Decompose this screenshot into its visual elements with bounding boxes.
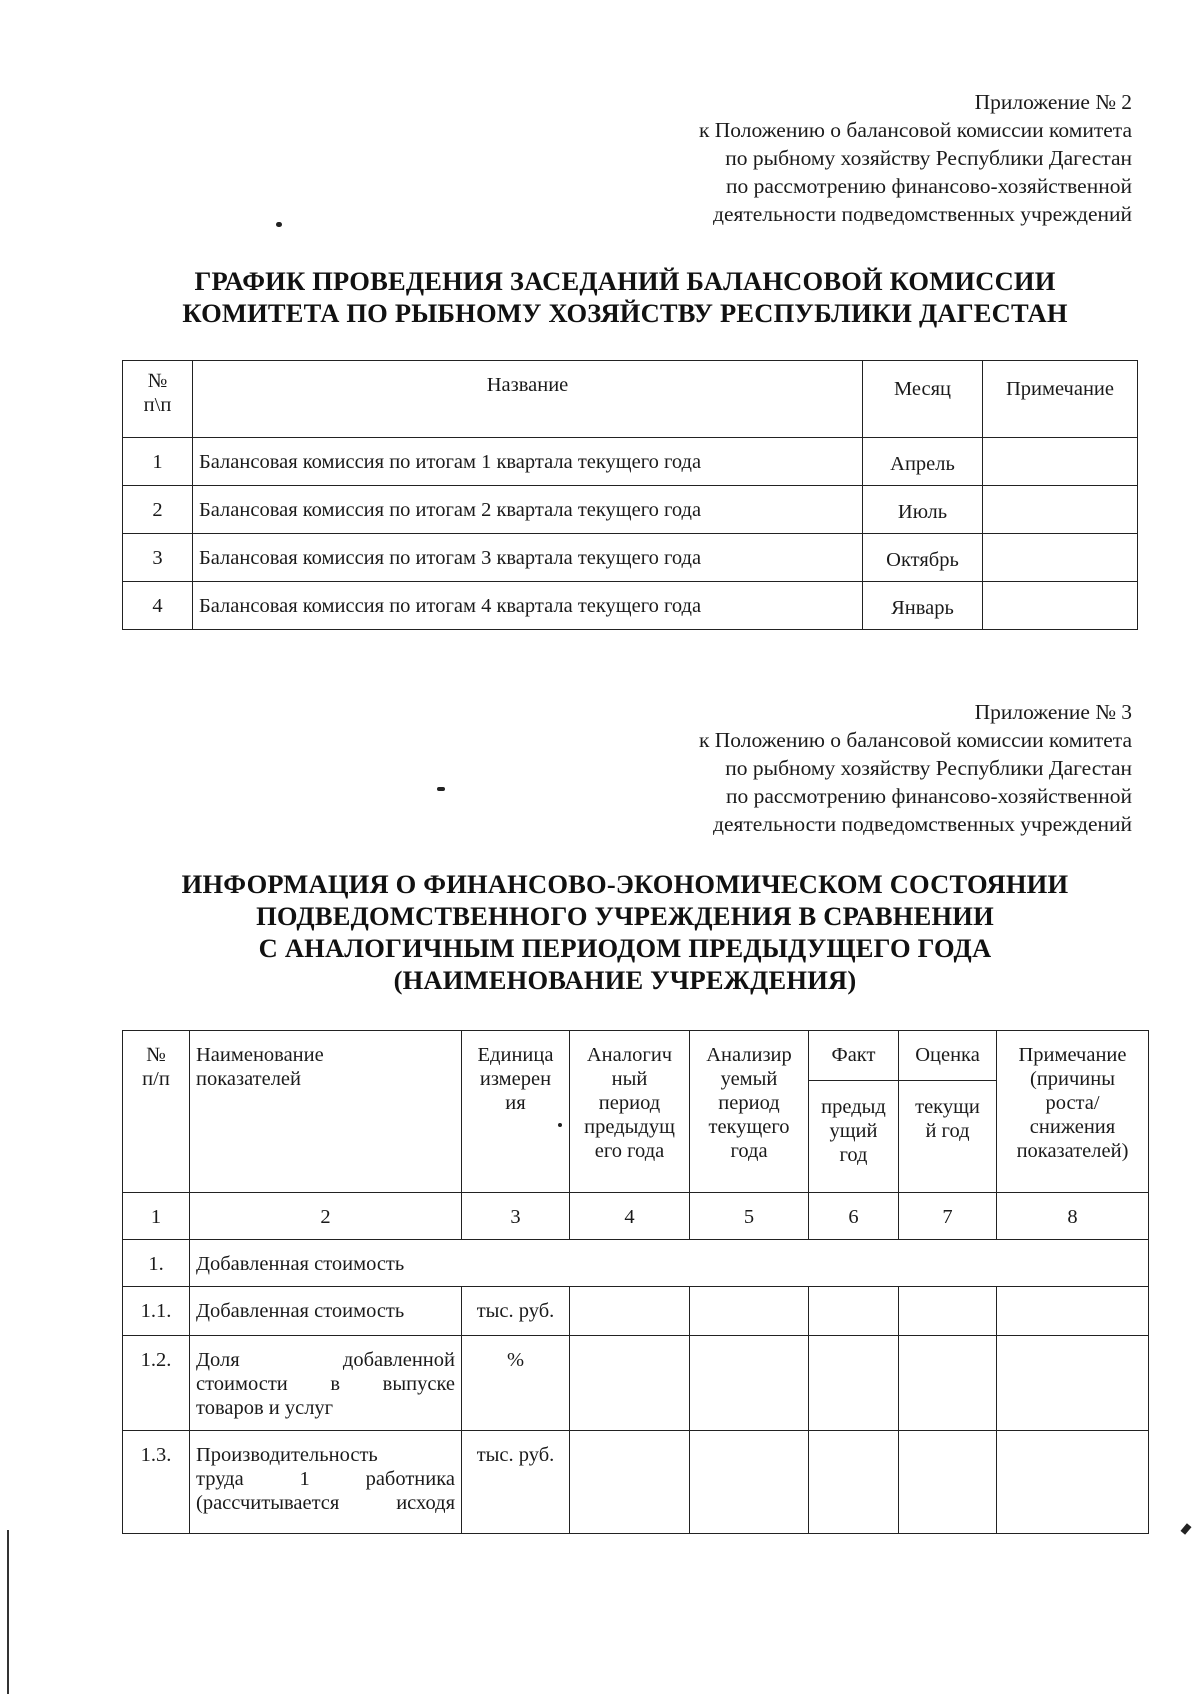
annex-3-line: к Положению о балансовой комиссии комитета	[698, 728, 1132, 752]
indicator-unit: %	[462, 1336, 570, 1431]
schedule-row	[123, 486, 1138, 534]
annex-2-header	[699, 88, 1132, 228]
indicator-note-value	[997, 1336, 1149, 1431]
title-info-line: (НАИМЕНОВАНИЕ УЧРЕЖДЕНИЯ)	[393, 965, 857, 995]
col-number: 3	[462, 1193, 570, 1240]
row-note	[983, 438, 1138, 486]
indicator-name-line: Добавленная стоимость	[196, 1300, 405, 1322]
header-note: Примечание	[983, 361, 1138, 438]
row-note	[983, 486, 1138, 534]
row-month: Апрель	[863, 438, 983, 486]
indicator-note-value	[997, 1431, 1149, 1534]
schedule-table	[122, 360, 1138, 630]
section-row	[123, 1240, 1149, 1287]
th-name-line: показателей	[196, 1068, 301, 1090]
schedule-row	[123, 582, 1138, 630]
th-unit-line: Единица	[477, 1044, 554, 1066]
scan-edge-line	[7, 1530, 9, 1694]
annex-3-line: по рыбному хозяйству Республики Дагестан	[725, 756, 1132, 780]
annex-3-number: Приложение № 3	[974, 700, 1132, 724]
th-fact-sub-line: год	[839, 1144, 868, 1166]
th-name	[190, 1031, 462, 1193]
th-note-line: Примечание	[1018, 1044, 1127, 1066]
indicator-name	[190, 1431, 462, 1534]
finance-header-row	[123, 1031, 1149, 1081]
title-schedule-line: КОМИТЕТА ПО РЫБНОМУ ХОЗЯЙСТВУ РЕСПУБЛИКИ ДАГЕСТАН	[182, 298, 1068, 328]
row-num: 4	[123, 582, 193, 630]
th-fact-prev-year	[809, 1081, 899, 1193]
th-fact-sub-line: предыд	[821, 1096, 886, 1118]
indicator-cur-value	[690, 1431, 809, 1534]
th-unit-line: ия	[505, 1092, 526, 1114]
indicator-name-line: труда 1 работника	[196, 1468, 455, 1490]
indicator-prev-value	[570, 1336, 690, 1431]
indicator-prev-value	[570, 1431, 690, 1534]
col-number: 1	[123, 1193, 190, 1240]
indicator-num: 1.2.	[123, 1336, 190, 1431]
annex-2-number: Приложение № 2	[974, 90, 1132, 114]
th-note-line: (причины	[1029, 1068, 1116, 1090]
indicator-name-line: (рассчитывается исходя	[196, 1492, 455, 1514]
th-num	[123, 1031, 190, 1193]
annex-2-line: к Положению о балансовой комиссии комитета	[698, 118, 1132, 142]
title-schedule-line: ГРАФИК ПРОВЕДЕНИЯ ЗАСЕДАНИЙ БАЛАНСОВОЙ КОМИССИИ	[194, 266, 1056, 296]
th-estimate-cur-year	[899, 1081, 997, 1193]
indicator-unit: тыс. руб.	[462, 1431, 570, 1534]
th-estimate-sub-line: й год	[925, 1120, 970, 1142]
col-number: 6	[809, 1193, 899, 1240]
th-num-line: №	[146, 1044, 166, 1066]
col-number: 5	[690, 1193, 809, 1240]
row-num: 1	[123, 438, 193, 486]
th-cur-period	[690, 1031, 809, 1193]
indicator-name-line: Производительность	[196, 1444, 378, 1466]
th-prev-line: ный	[611, 1068, 648, 1090]
row-name: Балансовая комиссия по итогам 2 квартала текущего года	[193, 486, 863, 534]
th-prev-line: предыдущ	[584, 1116, 675, 1138]
annex-3-line: по рассмотрению финансово-хозяйственной	[725, 784, 1132, 808]
col-number: 7	[899, 1193, 997, 1240]
row-month: Июль	[863, 486, 983, 534]
indicator-row	[123, 1431, 1149, 1534]
indicator-name-line: Доля добавленной	[196, 1349, 455, 1371]
column-number-row	[123, 1193, 1149, 1240]
section-num: 1.	[123, 1240, 190, 1287]
indicator-num: 1.1.	[123, 1287, 190, 1336]
row-name: Балансовая комиссия по итогам 3 квартала текущего года	[193, 534, 863, 582]
th-note-line: показателей)	[1016, 1140, 1129, 1162]
indicator-note-value	[997, 1287, 1149, 1336]
th-cur-line: года	[730, 1140, 768, 1162]
row-num: 2	[123, 486, 193, 534]
th-num-line: п/п	[142, 1068, 170, 1090]
indicator-name-line: товаров и услуг	[196, 1397, 334, 1419]
indicator-fact-value	[809, 1336, 899, 1431]
row-name: Балансовая комиссия по итогам 1 квартала текущего года	[193, 438, 863, 486]
th-prev-period	[570, 1031, 690, 1193]
indicator-num: 1.3.	[123, 1431, 190, 1534]
title-info	[0, 868, 1200, 996]
th-prev-line: его года	[594, 1140, 665, 1162]
col-number: 4	[570, 1193, 690, 1240]
indicator-name-line: стоимости в выпуске	[196, 1373, 455, 1395]
th-prev-line: Аналогич	[586, 1044, 673, 1066]
header-name: Название	[193, 361, 863, 438]
indicator-row	[123, 1287, 1149, 1336]
header-num	[123, 361, 193, 438]
indicator-cur-value	[690, 1336, 809, 1431]
scan-speck	[437, 787, 445, 791]
scan-speck	[558, 1123, 562, 1127]
th-estimate-sub-line: текущи	[915, 1096, 980, 1118]
th-fact-sub-line: ущий	[829, 1120, 878, 1142]
annex-2-line: деятельности подведомственных учреждений	[713, 202, 1132, 226]
title-info-line: ИНФОРМАЦИЯ О ФИНАНСОВО-ЭКОНОМИЧЕСКОМ СОСТОЯНИИ	[181, 869, 1069, 899]
th-note	[997, 1031, 1149, 1193]
row-note	[983, 534, 1138, 582]
header-num-line: п\п	[143, 394, 172, 416]
th-fact: Факт	[809, 1031, 899, 1081]
th-cur-line: текущего	[708, 1116, 790, 1138]
indicator-estimate-value	[899, 1287, 997, 1336]
th-note-line: роста/	[1045, 1092, 1100, 1114]
row-month: Октябрь	[863, 534, 983, 582]
indicator-cur-value	[690, 1287, 809, 1336]
annex-2-line: по рыбному хозяйству Республики Дагестан	[725, 146, 1132, 170]
th-cur-line: Анализир	[706, 1044, 792, 1066]
th-unit	[462, 1031, 570, 1193]
indicator-estimate-value	[899, 1336, 997, 1431]
title-info-line: ПОДВЕДОМСТВЕННОГО УЧРЕЖДЕНИЯ В СРАВНЕНИИ	[256, 901, 994, 931]
annex-3-header	[699, 698, 1132, 838]
annex-2-line: по рассмотрению финансово-хозяйственной	[725, 174, 1132, 198]
th-unit-line: измерен	[479, 1068, 552, 1090]
th-cur-line: уемый	[720, 1068, 778, 1090]
schedule-row	[123, 438, 1138, 486]
row-name: Балансовая комиссия по итогам 4 квартала текущего года	[193, 582, 863, 630]
indicator-estimate-value	[899, 1431, 997, 1534]
th-name-line: Наименование	[196, 1044, 324, 1066]
indicator-prev-value	[570, 1287, 690, 1336]
col-number: 8	[997, 1193, 1149, 1240]
col-number: 2	[190, 1193, 462, 1240]
indicator-row	[123, 1336, 1149, 1431]
title-info-line: С АНАЛОГИЧНЫМ ПЕРИОДОМ ПРЕДЫДУЩЕГО ГОДА	[258, 933, 992, 963]
indicator-name	[190, 1336, 462, 1431]
scan-speck	[276, 222, 282, 227]
th-estimate: Оценка	[899, 1031, 997, 1081]
schedule-row	[123, 534, 1138, 582]
th-prev-line: период	[598, 1092, 661, 1114]
row-note	[983, 582, 1138, 630]
scan-speck	[1180, 1523, 1191, 1535]
indicator-unit: тыс. руб.	[462, 1287, 570, 1336]
th-cur-line: период	[718, 1092, 780, 1114]
schedule-header-row	[123, 361, 1138, 438]
row-month: Январь	[863, 582, 983, 630]
th-note-line: снижения	[1029, 1116, 1116, 1138]
indicator-fact-value	[809, 1287, 899, 1336]
indicator-name	[190, 1287, 462, 1336]
header-month: Месяц	[863, 361, 983, 438]
title-schedule	[0, 265, 1200, 329]
indicator-fact-value	[809, 1431, 899, 1534]
finance-table	[122, 1030, 1149, 1534]
section-name: Добавленная стоимость	[190, 1240, 1149, 1287]
header-num-line: №	[147, 370, 168, 392]
row-num: 3	[123, 534, 193, 582]
annex-3-line: деятельности подведомственных учреждений	[713, 812, 1132, 836]
